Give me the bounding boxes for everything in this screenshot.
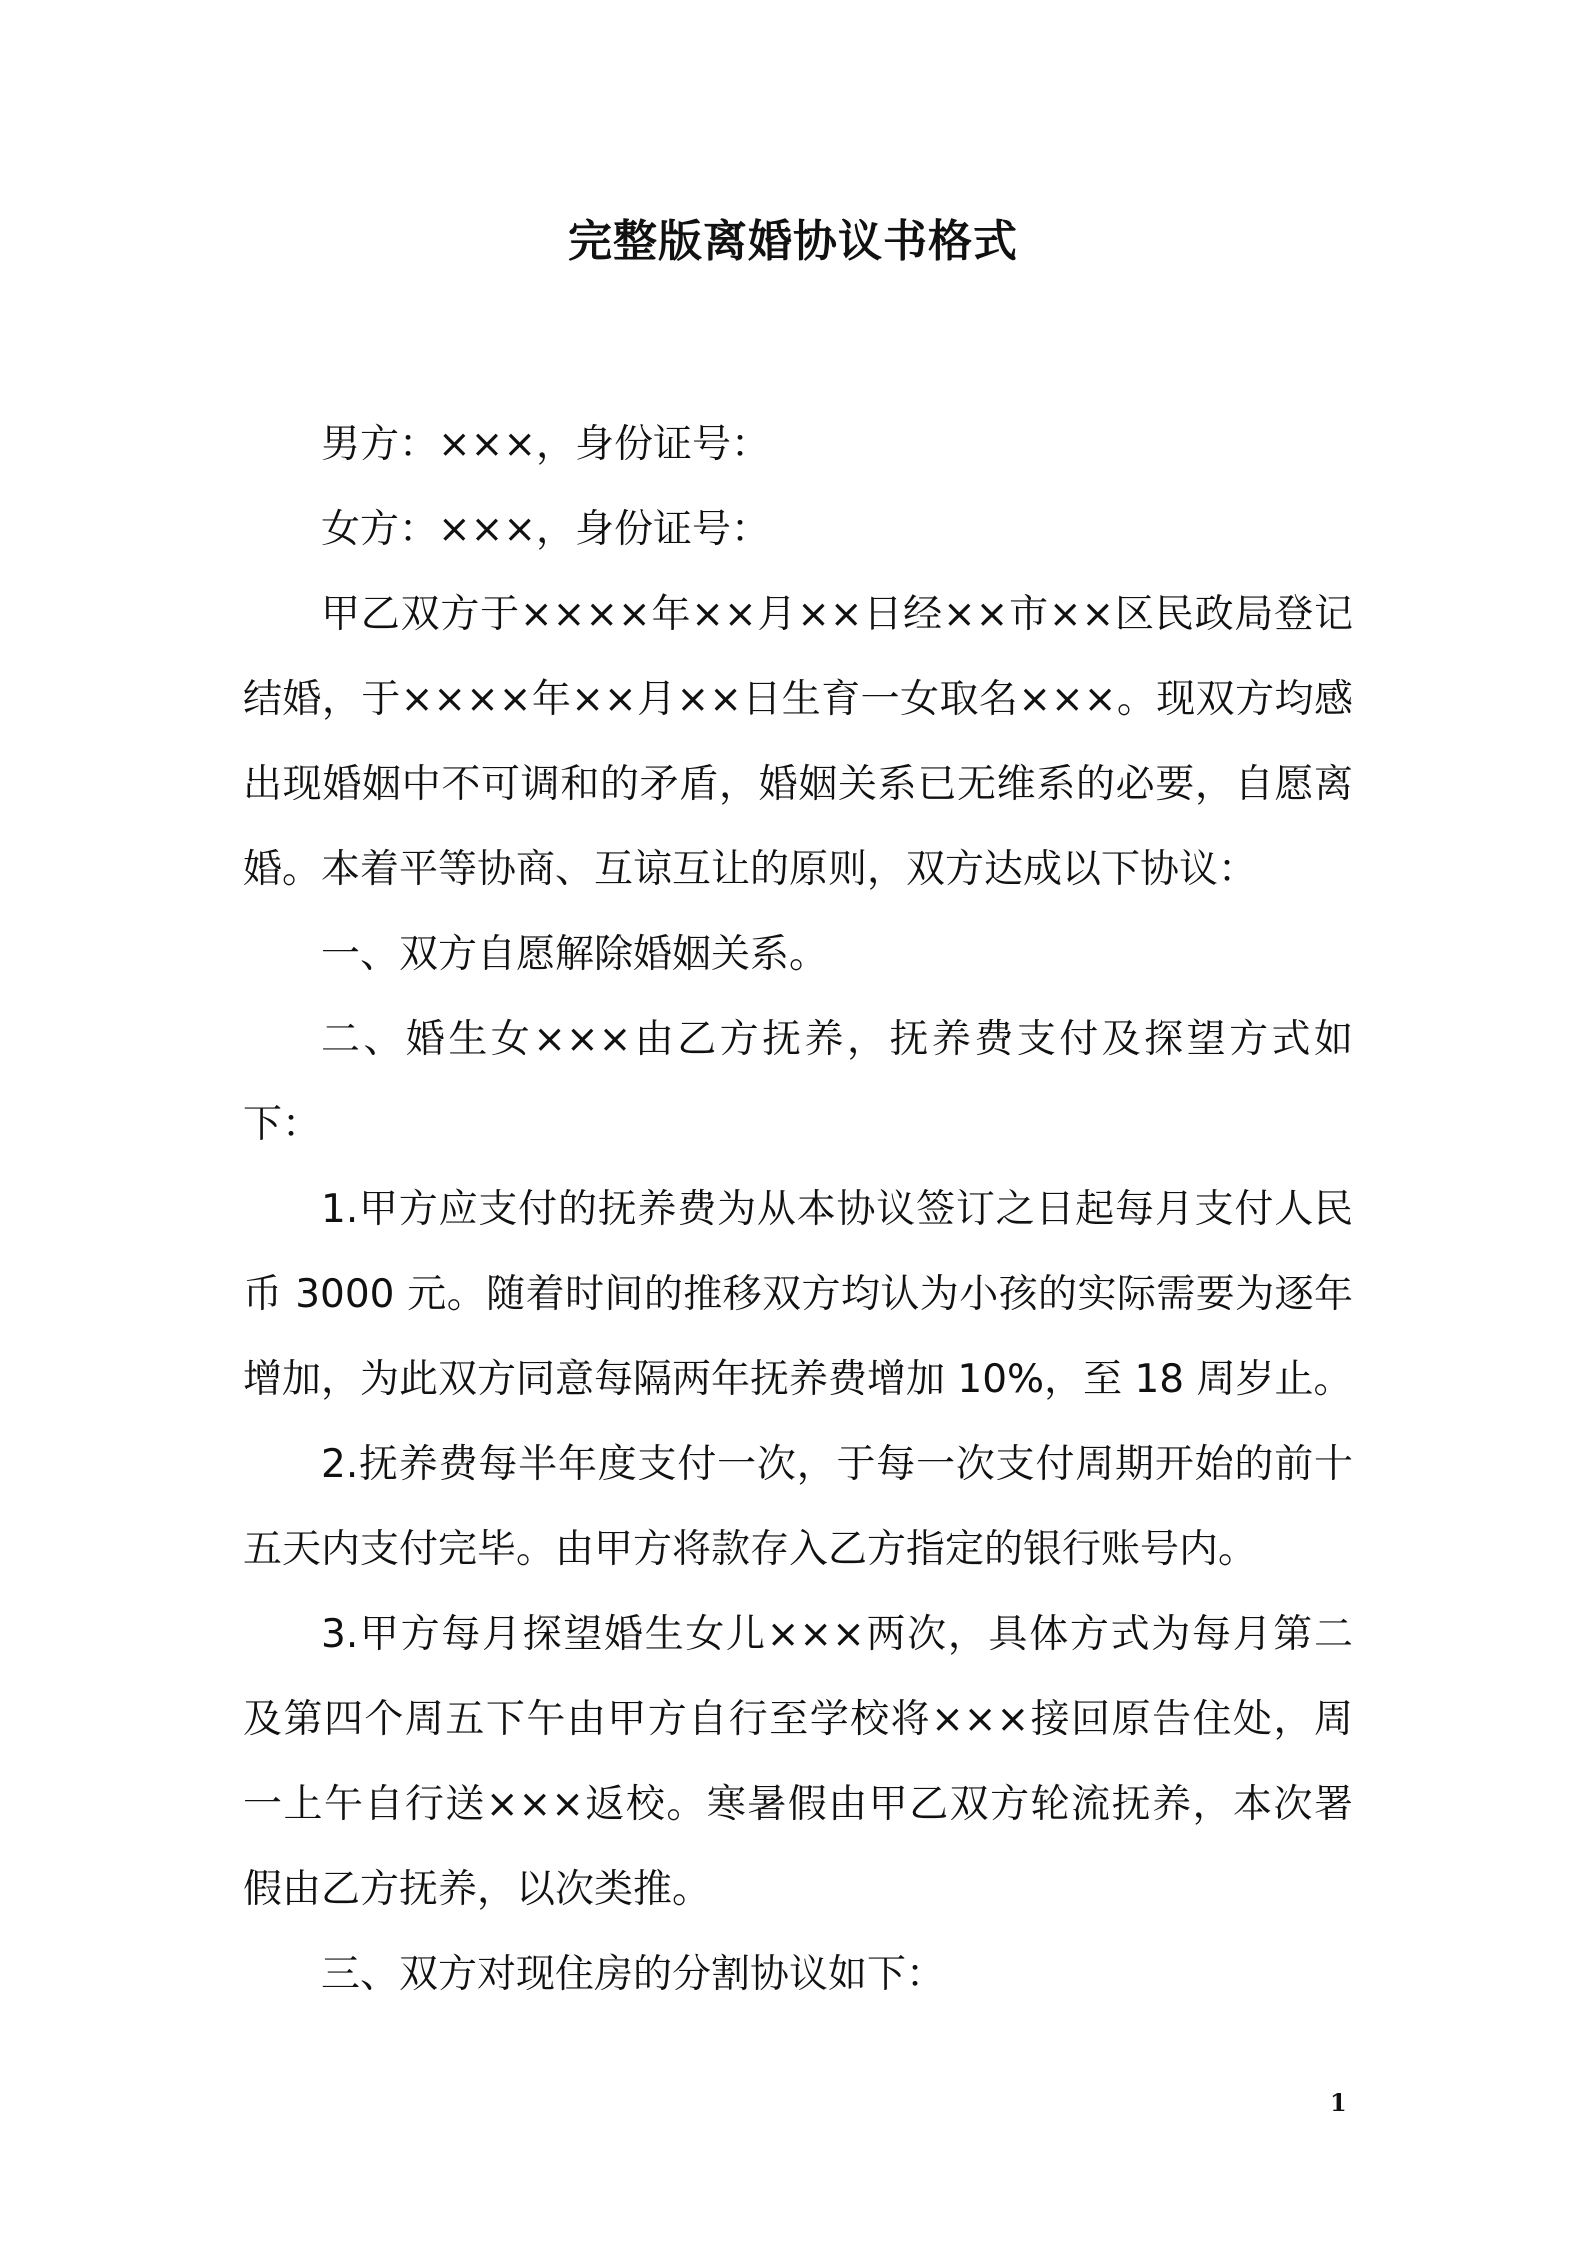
- clause-two: 二、婚生女×××由乙方抚养，抚养费支付及探望方式如下：: [243, 1017, 1353, 1147]
- clause-three: 三、双方对现住房的分割协议如下：: [321, 1952, 946, 1997]
- marriage-background-paragraph: 甲乙双方于××××年××月××日经××市××区民政局登记结婚，于××××年××月××日生育一女取名×××。现双方均感出现婚姻中不可调和的矛盾，婚姻关系已无维系的必要，自愿离婚。本着平等协商、互谅互让的原则，双方达成以下协议：: [243, 592, 1353, 892]
- male-party-line: 男方：×××，身份证号：: [321, 422, 771, 467]
- clause-two-item-3: 3.甲方每月探望婚生女儿×××两次，具体方式为每月第二及第四个周五下午由甲方自行至学校将×××接回原告住处，周一上午自行送×××返校。寒暑假由甲乙双方轮流抚养，本次署假由乙方抚养，以次类推。: [243, 1612, 1353, 1912]
- clause-two-item-2: 2.抚养费每半年度支付一次，于每一次支付周期开始的前十五天内支付完毕。由甲方将款存入乙方指定的银行账号内。: [243, 1442, 1353, 1572]
- document-body: [243, 402, 1353, 2017]
- clause-two-item-1: 1.甲方应支付的抚养费为从本协议签订之日起每月支付人民币 3000 元。随着时间的推移双方均认为小孩的实际需要为逐年增加，为此双方同意每隔两年抚养费增加 10%，至 18 周岁止。: [243, 1187, 1353, 1402]
- document-title: 完整版离婚协议书格式: [568, 216, 1018, 267]
- page-number: 1: [1330, 2088, 1347, 2117]
- female-party-line: 女方：×××，身份证号：: [321, 507, 771, 552]
- clause-one: 一、双方自愿解除婚姻关系。: [321, 932, 829, 977]
